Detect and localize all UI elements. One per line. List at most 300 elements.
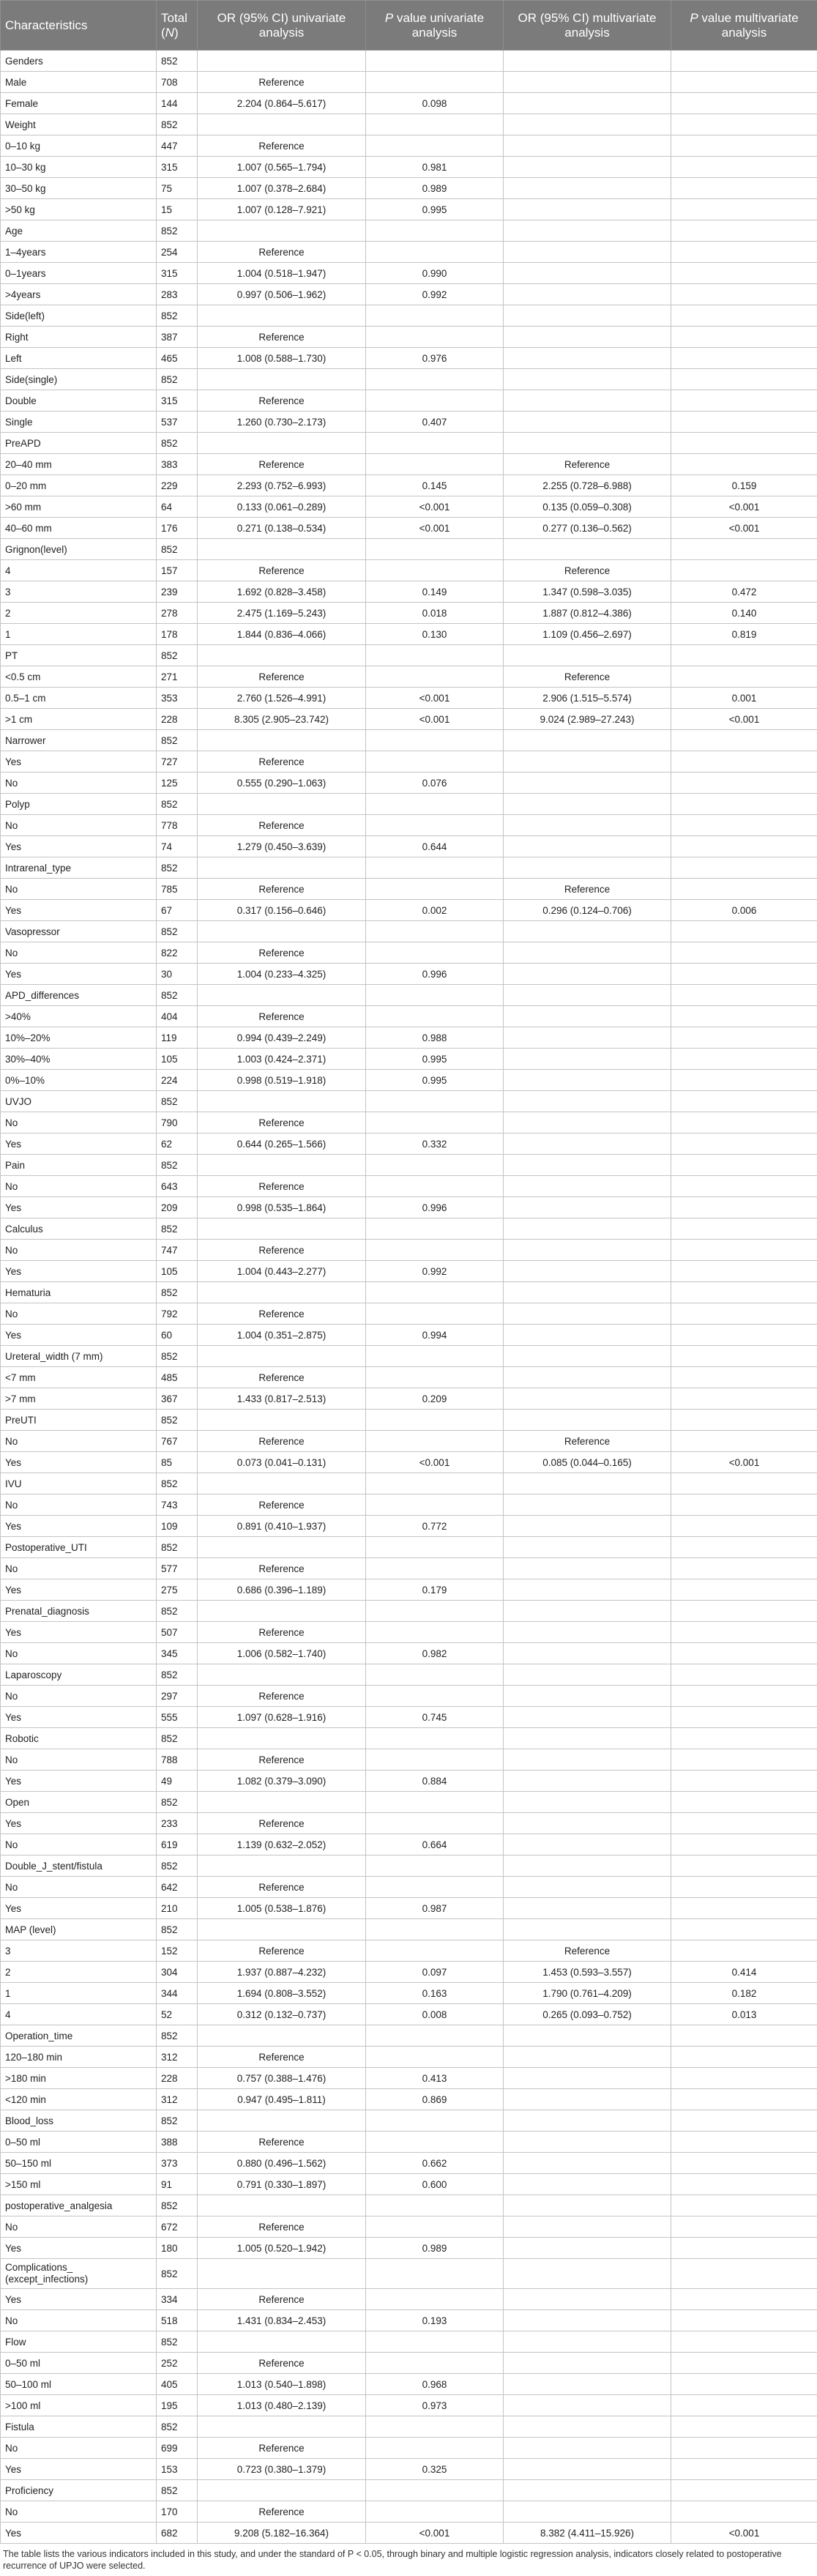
table-row xyxy=(1,1091,817,1112)
table-row xyxy=(1,985,817,1006)
or-univariate-cell: Reference xyxy=(198,751,366,773)
p-multivariate-cell xyxy=(671,2438,817,2459)
p-multivariate-cell xyxy=(671,1070,817,1091)
or-multivariate-cell xyxy=(504,921,671,942)
characteristic-cell: Yes xyxy=(1,1325,157,1346)
or-univariate-cell: 1.431 (0.834–2.453) xyxy=(198,2310,366,2331)
table-row xyxy=(1,263,817,284)
table-row xyxy=(1,242,817,263)
characteristic-cell: Yes xyxy=(1,2523,157,2544)
p-univariate-cell: 0.995 xyxy=(366,1070,504,1091)
or-univariate-cell: Reference xyxy=(198,2438,366,2459)
p-univariate-cell: 0.987 xyxy=(366,1898,504,1919)
characteristic-cell: 1 xyxy=(1,1983,157,2004)
p-multivariate-cell: <0.001 xyxy=(671,1452,817,1473)
p-multivariate-cell xyxy=(671,1919,817,1940)
or-univariate-cell xyxy=(198,1346,366,1367)
p-univariate-cell: 0.018 xyxy=(366,603,504,624)
p-univariate-cell: <0.001 xyxy=(366,496,504,518)
or-multivariate-cell: Reference xyxy=(504,1431,671,1452)
or-multivariate-cell xyxy=(504,1006,671,1027)
or-multivariate-cell xyxy=(504,1855,671,1877)
p-multivariate-cell xyxy=(671,1707,817,1728)
p-univariate-cell xyxy=(366,2501,504,2523)
table-row xyxy=(1,454,817,475)
p-univariate-cell: 0.193 xyxy=(366,2310,504,2331)
or-multivariate-cell xyxy=(504,645,671,666)
table-row xyxy=(1,1027,817,1049)
p-multivariate-cell xyxy=(671,1027,817,1049)
p-multivariate-cell: 0.414 xyxy=(671,1962,817,1983)
or-univariate-cell: 0.880 (0.496–1.562) xyxy=(198,2153,366,2174)
characteristic-cell: Right xyxy=(1,327,157,348)
p-multivariate-cell xyxy=(671,1006,817,1027)
characteristic-cell: Yes xyxy=(1,1813,157,1834)
or-multivariate-cell xyxy=(504,1197,671,1218)
table-row xyxy=(1,1388,817,1410)
p-univariate-cell: 0.145 xyxy=(366,475,504,496)
total-cell: 555 xyxy=(157,1707,198,1728)
or-multivariate-cell xyxy=(504,2438,671,2459)
characteristic-cell: APD_differences xyxy=(1,985,157,1006)
characteristic-cell: 0.5–1 cm xyxy=(1,688,157,709)
characteristic-cell: Yes xyxy=(1,964,157,985)
p-multivariate-cell xyxy=(671,114,817,135)
p-multivariate-cell xyxy=(671,93,817,114)
table-row xyxy=(1,1728,817,1749)
characteristic-cell: No xyxy=(1,1877,157,1898)
p-multivariate-cell xyxy=(671,1346,817,1367)
table-row xyxy=(1,2047,817,2068)
total-cell: 792 xyxy=(157,1303,198,1325)
total-cell: 852 xyxy=(157,1410,198,1431)
total-cell: 852 xyxy=(157,220,198,242)
p-univariate-cell: 0.163 xyxy=(366,1983,504,2004)
total-cell: 405 xyxy=(157,2374,198,2395)
p-multivariate-cell xyxy=(671,1940,817,1962)
total-cell: 52 xyxy=(157,2004,198,2025)
p-univariate-cell xyxy=(366,1303,504,1325)
p-univariate-cell: <0.001 xyxy=(366,688,504,709)
table-row xyxy=(1,2174,817,2195)
characteristic-cell: Complications_ (except_infections) xyxy=(1,2259,157,2289)
or-univariate-cell xyxy=(198,2480,366,2501)
total-cell: 64 xyxy=(157,496,198,518)
table-row xyxy=(1,1325,817,1346)
p-multivariate-cell xyxy=(671,2289,817,2310)
p-multivariate-cell xyxy=(671,1622,817,1643)
total-cell: 233 xyxy=(157,1813,198,1834)
p-univariate-cell xyxy=(366,985,504,1006)
total-cell: 747 xyxy=(157,1240,198,1261)
or-univariate-cell: Reference xyxy=(198,1686,366,1707)
or-multivariate-cell: 0.265 (0.093–0.752) xyxy=(504,2004,671,2025)
p-univariate-cell: 0.992 xyxy=(366,284,504,305)
or-multivariate-cell: 0.277 (0.136–0.562) xyxy=(504,518,671,539)
table-row xyxy=(1,2416,817,2438)
p-univariate-cell: 0.662 xyxy=(366,2153,504,2174)
characteristic-cell: Postoperative_UTI xyxy=(1,1537,157,1558)
or-multivariate-cell: 2.255 (0.728–6.988) xyxy=(504,475,671,496)
characteristic-cell: 40–60 mm xyxy=(1,518,157,539)
table-row xyxy=(1,2195,817,2216)
p-univariate-cell: 0.981 xyxy=(366,157,504,178)
or-univariate-cell xyxy=(198,1919,366,1940)
total-cell: 852 xyxy=(157,2025,198,2047)
or-univariate-cell: 0.723 (0.380–1.379) xyxy=(198,2459,366,2480)
p-multivariate-cell xyxy=(671,2110,817,2132)
p-univariate-cell xyxy=(366,857,504,879)
p-univariate-cell xyxy=(366,1855,504,1877)
total-cell: 312 xyxy=(157,2089,198,2110)
p-multivariate-cell xyxy=(671,1792,817,1813)
or-univariate-cell: Reference xyxy=(198,390,366,412)
or-multivariate-cell xyxy=(504,1516,671,1537)
or-multivariate-cell xyxy=(504,2195,671,2216)
table-row xyxy=(1,1686,817,1707)
total-cell: 195 xyxy=(157,2395,198,2416)
total-cell: 537 xyxy=(157,412,198,433)
total-cell: 62 xyxy=(157,1133,198,1155)
table-row xyxy=(1,496,817,518)
characteristic-cell: 3 xyxy=(1,581,157,603)
characteristic-cell: No xyxy=(1,1558,157,1579)
table-row xyxy=(1,1070,817,1091)
total-cell: 224 xyxy=(157,1070,198,1091)
total-cell: 852 xyxy=(157,2480,198,2501)
p-univariate-cell xyxy=(366,1155,504,1176)
characteristic-cell: No xyxy=(1,2216,157,2238)
p-multivariate-cell xyxy=(671,72,817,93)
or-multivariate-cell xyxy=(504,985,671,1006)
p-univariate-cell xyxy=(366,1473,504,1494)
or-univariate-cell xyxy=(198,1473,366,1494)
total-cell: 209 xyxy=(157,1197,198,1218)
characteristic-cell: >100 ml xyxy=(1,2395,157,2416)
or-univariate-cell: Reference xyxy=(198,1494,366,1516)
table-body xyxy=(1,51,817,2544)
p-univariate-cell: <0.001 xyxy=(366,518,504,539)
or-multivariate-cell xyxy=(504,2459,671,2480)
total-cell: 852 xyxy=(157,2416,198,2438)
total-cell: 383 xyxy=(157,454,198,475)
or-multivariate-cell xyxy=(504,1240,671,1261)
table-row xyxy=(1,1431,817,1452)
total-cell: 788 xyxy=(157,1749,198,1771)
p-univariate-cell xyxy=(366,454,504,475)
total-cell: 144 xyxy=(157,93,198,114)
total-cell: 852 xyxy=(157,433,198,454)
table-row xyxy=(1,157,817,178)
table-row xyxy=(1,1834,817,1855)
characteristic-cell: Yes xyxy=(1,2459,157,2480)
table-row xyxy=(1,2068,817,2089)
p-univariate-cell xyxy=(366,2047,504,2068)
p-multivariate-cell xyxy=(671,2174,817,2195)
p-univariate-cell xyxy=(366,1940,504,1962)
total-cell: 229 xyxy=(157,475,198,496)
p-univariate-cell xyxy=(366,1006,504,1027)
characteristic-cell: Laparoscopy xyxy=(1,1664,157,1686)
total-cell: 852 xyxy=(157,1218,198,1240)
characteristic-cell: Yes xyxy=(1,1622,157,1643)
or-multivariate-cell xyxy=(504,348,671,369)
total-cell: 367 xyxy=(157,1388,198,1410)
total-cell: 153 xyxy=(157,2459,198,2480)
total-cell: 304 xyxy=(157,1962,198,1983)
or-univariate-cell: Reference xyxy=(198,2132,366,2153)
table-row xyxy=(1,1877,817,1898)
total-cell: 672 xyxy=(157,2216,198,2238)
p-univariate-cell xyxy=(366,327,504,348)
table-row xyxy=(1,921,817,942)
p-multivariate-cell xyxy=(671,815,817,836)
total-cell: 228 xyxy=(157,709,198,730)
p-univariate-cell: 0.002 xyxy=(366,900,504,921)
or-univariate-cell: 0.998 (0.535–1.864) xyxy=(198,1197,366,1218)
header-p-univariate: P value univariate analysis xyxy=(366,1,504,51)
characteristic-cell: >180 min xyxy=(1,2068,157,2089)
or-univariate-cell: 1.433 (0.817–2.513) xyxy=(198,1388,366,1410)
or-univariate-cell xyxy=(198,1601,366,1622)
header-row xyxy=(1,1,817,51)
or-multivariate-cell xyxy=(504,964,671,985)
total-cell: 822 xyxy=(157,942,198,964)
or-univariate-cell: 1.937 (0.887–4.232) xyxy=(198,1962,366,1983)
total-cell: 180 xyxy=(157,2238,198,2259)
or-univariate-cell: 1.007 (0.128–7.921) xyxy=(198,199,366,220)
characteristic-cell: No xyxy=(1,815,157,836)
or-univariate-cell: Reference xyxy=(198,815,366,836)
p-univariate-cell: 0.994 xyxy=(366,1325,504,1346)
p-multivariate-cell xyxy=(671,1261,817,1282)
total-cell: 49 xyxy=(157,1771,198,1792)
or-multivariate-cell xyxy=(504,2501,671,2523)
p-univariate-cell xyxy=(366,1346,504,1367)
table-row xyxy=(1,773,817,794)
total-cell: 312 xyxy=(157,2047,198,2068)
total-cell: 852 xyxy=(157,1792,198,1813)
or-multivariate-cell: 0.135 (0.059–0.308) xyxy=(504,496,671,518)
characteristic-cell: No xyxy=(1,1686,157,1707)
table-row xyxy=(1,1303,817,1325)
characteristic-cell: 0–20 mm xyxy=(1,475,157,496)
or-univariate-cell: 0.555 (0.290–1.063) xyxy=(198,773,366,794)
table-row xyxy=(1,1261,817,1282)
or-univariate-cell: 0.891 (0.410–1.937) xyxy=(198,1516,366,1537)
or-univariate-cell: 1.139 (0.632–2.052) xyxy=(198,1834,366,1855)
characteristic-cell: Yes xyxy=(1,1579,157,1601)
table-row xyxy=(1,1006,817,1027)
table-row xyxy=(1,836,817,857)
table-row xyxy=(1,1282,817,1303)
p-univariate-cell: 0.996 xyxy=(366,1197,504,1218)
or-multivariate-cell xyxy=(504,1834,671,1855)
p-multivariate-cell: 0.140 xyxy=(671,603,817,624)
p-univariate-cell xyxy=(366,1792,504,1813)
or-multivariate-cell xyxy=(504,2416,671,2438)
p-multivariate-cell xyxy=(671,2501,817,2523)
header-characteristics: Characteristics xyxy=(1,1,157,51)
or-multivariate-cell xyxy=(504,2132,671,2153)
table-row xyxy=(1,560,817,581)
or-multivariate-cell xyxy=(504,1410,671,1431)
or-multivariate-cell xyxy=(504,1622,671,1643)
characteristic-cell: >150 ml xyxy=(1,2174,157,2195)
or-multivariate-cell xyxy=(504,2153,671,2174)
table-row xyxy=(1,1643,817,1664)
table-row xyxy=(1,2110,817,2132)
table-row xyxy=(1,2523,817,2544)
p-univariate-cell: 0.413 xyxy=(366,2068,504,2089)
p-multivariate-cell: <0.001 xyxy=(671,709,817,730)
p-univariate-cell xyxy=(366,1494,504,1516)
table-row xyxy=(1,2459,817,2480)
p-multivariate-cell xyxy=(671,1431,817,1452)
or-univariate-cell: 0.686 (0.396–1.189) xyxy=(198,1579,366,1601)
or-multivariate-cell xyxy=(504,1473,671,1494)
p-multivariate-cell xyxy=(671,2238,817,2259)
or-multivariate-cell xyxy=(504,51,671,72)
characteristic-cell: Prenatal_diagnosis xyxy=(1,1601,157,1622)
or-multivariate-cell xyxy=(504,1218,671,1240)
header-or-univariate: OR (95% CI) univariate analysis xyxy=(198,1,366,51)
table-row xyxy=(1,327,817,348)
or-univariate-cell: 1.005 (0.538–1.876) xyxy=(198,1898,366,1919)
characteristic-cell: 0–50 ml xyxy=(1,2353,157,2374)
table-row xyxy=(1,666,817,688)
characteristic-cell: No xyxy=(1,1431,157,1452)
p-multivariate-cell xyxy=(671,2480,817,2501)
or-multivariate-cell xyxy=(504,369,671,390)
table-row xyxy=(1,390,817,412)
table-row xyxy=(1,1919,817,1940)
p-univariate-cell xyxy=(366,2195,504,2216)
p-multivariate-cell xyxy=(671,1473,817,1494)
p-univariate-cell xyxy=(366,1367,504,1388)
or-multivariate-cell xyxy=(504,2047,671,2068)
table-row xyxy=(1,1112,817,1133)
characteristic-cell: Hematuria xyxy=(1,1282,157,1303)
or-multivariate-cell xyxy=(504,2259,671,2289)
p-univariate-cell: 0.992 xyxy=(366,1261,504,1282)
table-row xyxy=(1,1622,817,1643)
or-multivariate-cell xyxy=(504,2110,671,2132)
table-row xyxy=(1,1410,817,1431)
characteristic-cell: 0%–10% xyxy=(1,1070,157,1091)
or-multivariate-cell xyxy=(504,1728,671,1749)
total-cell: 105 xyxy=(157,1049,198,1070)
or-univariate-cell xyxy=(198,794,366,815)
or-univariate-cell xyxy=(198,2259,366,2289)
total-cell: 315 xyxy=(157,263,198,284)
p-multivariate-cell xyxy=(671,1388,817,1410)
or-multivariate-cell: 1.453 (0.593–3.557) xyxy=(504,1962,671,1983)
p-univariate-cell xyxy=(366,1664,504,1686)
characteristic-cell: >4years xyxy=(1,284,157,305)
or-multivariate-cell: 1.790 (0.761–4.209) xyxy=(504,1983,671,2004)
or-univariate-cell xyxy=(198,921,366,942)
p-univariate-cell xyxy=(366,220,504,242)
characteristic-cell: 0–10 kg xyxy=(1,135,157,157)
characteristic-cell: Fistula xyxy=(1,2416,157,2438)
table-row xyxy=(1,1601,817,1622)
total-cell: 852 xyxy=(157,1601,198,1622)
or-multivariate-cell: Reference xyxy=(504,1940,671,1962)
table-row xyxy=(1,2153,817,2174)
or-multivariate-cell xyxy=(504,1388,671,1410)
p-multivariate-cell: 0.006 xyxy=(671,900,817,921)
or-multivariate-cell: 0.085 (0.044–0.165) xyxy=(504,1452,671,1473)
or-univariate-cell xyxy=(198,645,366,666)
characteristic-cell: No xyxy=(1,1240,157,1261)
characteristic-cell: Proficiency xyxy=(1,2480,157,2501)
p-multivariate-cell xyxy=(671,1643,817,1664)
or-multivariate-cell xyxy=(504,305,671,327)
characteristic-cell: No xyxy=(1,1749,157,1771)
or-univariate-cell: Reference xyxy=(198,135,366,157)
or-multivariate-cell xyxy=(504,836,671,857)
p-univariate-cell xyxy=(366,369,504,390)
or-univariate-cell xyxy=(198,1728,366,1749)
p-multivariate-cell xyxy=(671,327,817,348)
or-univariate-cell: 1.004 (0.443–2.277) xyxy=(198,1261,366,1282)
p-univariate-cell: 0.989 xyxy=(366,178,504,199)
p-univariate-cell: 0.664 xyxy=(366,1834,504,1855)
or-multivariate-cell xyxy=(504,1494,671,1516)
p-multivariate-cell: <0.001 xyxy=(671,496,817,518)
p-multivariate-cell xyxy=(671,1601,817,1622)
table-row xyxy=(1,794,817,815)
table-row xyxy=(1,1346,817,1367)
p-multivariate-cell xyxy=(671,305,817,327)
p-multivariate-cell xyxy=(671,2310,817,2331)
table-row xyxy=(1,1813,817,1834)
total-cell: 852 xyxy=(157,1537,198,1558)
total-cell: 353 xyxy=(157,688,198,709)
or-multivariate-cell xyxy=(504,157,671,178)
p-multivariate-cell xyxy=(671,1877,817,1898)
characteristic-cell: Pain xyxy=(1,1155,157,1176)
total-cell: 743 xyxy=(157,1494,198,1516)
p-univariate-cell xyxy=(366,666,504,688)
total-cell: 297 xyxy=(157,1686,198,1707)
p-multivariate-cell xyxy=(671,1091,817,1112)
p-univariate-cell xyxy=(366,2331,504,2353)
table-row xyxy=(1,2395,817,2416)
or-univariate-cell xyxy=(198,539,366,560)
or-multivariate-cell xyxy=(504,220,671,242)
p-univariate-cell xyxy=(366,51,504,72)
characteristic-cell: <0.5 cm xyxy=(1,666,157,688)
table-row xyxy=(1,1452,817,1473)
p-univariate-cell: 0.995 xyxy=(366,199,504,220)
table-row xyxy=(1,2374,817,2395)
total-cell: 852 xyxy=(157,2331,198,2353)
or-multivariate-cell: Reference xyxy=(504,879,671,900)
or-univariate-cell xyxy=(198,369,366,390)
characteristic-cell: No xyxy=(1,942,157,964)
characteristic-cell: 20–40 mm xyxy=(1,454,157,475)
characteristic-cell: 2 xyxy=(1,603,157,624)
p-multivariate-cell xyxy=(671,2068,817,2089)
table-row xyxy=(1,2025,817,2047)
or-multivariate-cell xyxy=(504,730,671,751)
p-multivariate-cell xyxy=(671,1516,817,1537)
p-multivariate-cell: <0.001 xyxy=(671,518,817,539)
characteristic-cell: 4 xyxy=(1,560,157,581)
or-multivariate-cell xyxy=(504,1558,671,1579)
